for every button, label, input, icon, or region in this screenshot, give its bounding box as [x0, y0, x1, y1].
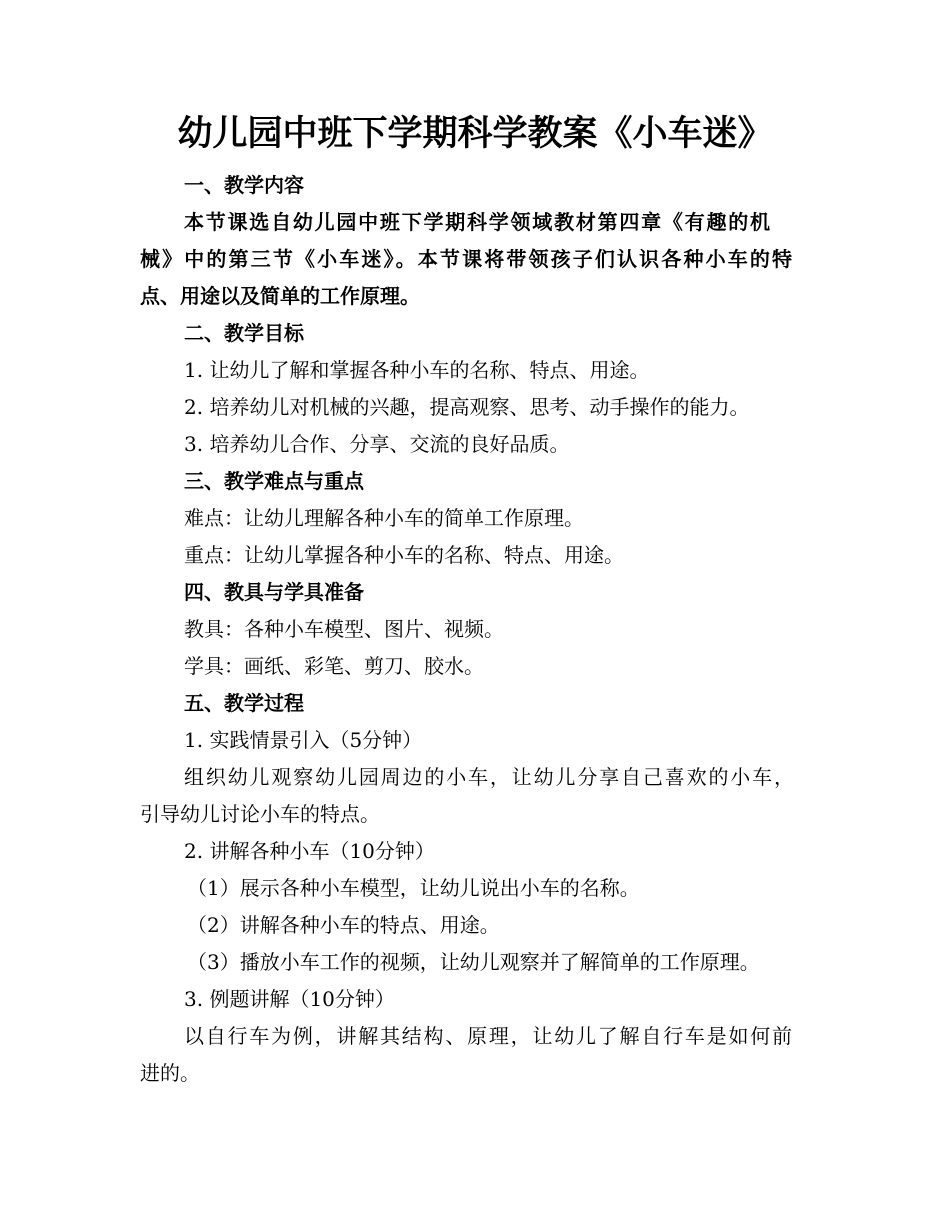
section-heading-objectives: 二、教学目标 [184, 321, 304, 345]
content-paragraph-line: 械》中的第三节《小车迷》。本节课将带领孩子们认识各种小车的特 [140, 247, 792, 271]
objective-item: 1. 让幼儿了解和掌握各种小车的名称、特点、用途。 [184, 358, 650, 382]
process-step-title: 2. 讲解各种小车（10分钟） [184, 839, 435, 863]
process-step-title: 1. 实践情景引入（5分钟） [184, 728, 423, 752]
section-heading-preparation: 四、教具与学具准备 [184, 580, 364, 604]
document-title: 幼儿园中班下学期科学教案《小车迷》 [177, 114, 773, 154]
content-paragraph-line: 点、用途以及简单的工作原理。 [140, 284, 420, 308]
process-paragraph-line: 进的。 [140, 1061, 200, 1085]
process-paragraph-line: 引导幼儿讨论小车的特点。 [140, 802, 380, 826]
learning-aids-text: 学具：画纸、彩笔、剪刀、胶水。 [184, 654, 484, 678]
process-paragraph-line: 组织幼儿观察幼儿园周边的小车，让幼儿分享自己喜欢的小车， [184, 765, 794, 789]
section-heading-process: 五、教学过程 [184, 691, 304, 715]
teaching-aids-text: 教具：各种小车模型、图片、视频。 [184, 617, 504, 641]
process-step-title: 3. 例题讲解（10分钟） [184, 987, 395, 1011]
key-point-text: 重点：让幼儿掌握各种小车的名称、特点、用途。 [184, 543, 624, 567]
section-heading-difficulties: 三、教学难点与重点 [184, 469, 364, 493]
objective-item: 3. 培养幼儿合作、分享、交流的良好品质。 [184, 432, 570, 456]
objective-item: 2. 培养幼儿对机械的兴趣，提高观察、思考、动手操作的能力。 [184, 395, 750, 419]
process-sub-item: （1）展示各种小车模型，让幼儿说出小车的名称。 [187, 876, 640, 900]
section-heading-content: 一、教学内容 [184, 173, 304, 197]
process-sub-item: （3）播放小车工作的视频，让幼儿观察并了解简单的工作原理。 [187, 950, 760, 974]
process-sub-item: （2）讲解各种小车的特点、用途。 [187, 913, 500, 937]
content-paragraph-line: 本节课选自幼儿园中班下学期科学领域教材第四章《有趣的机 [184, 210, 770, 234]
process-paragraph-line: 以自行车为例，讲解其结构、原理，让幼儿了解自行车是如何前 [184, 1024, 792, 1048]
difficulty-text: 难点：让幼儿理解各种小车的简单工作原理。 [184, 506, 584, 530]
